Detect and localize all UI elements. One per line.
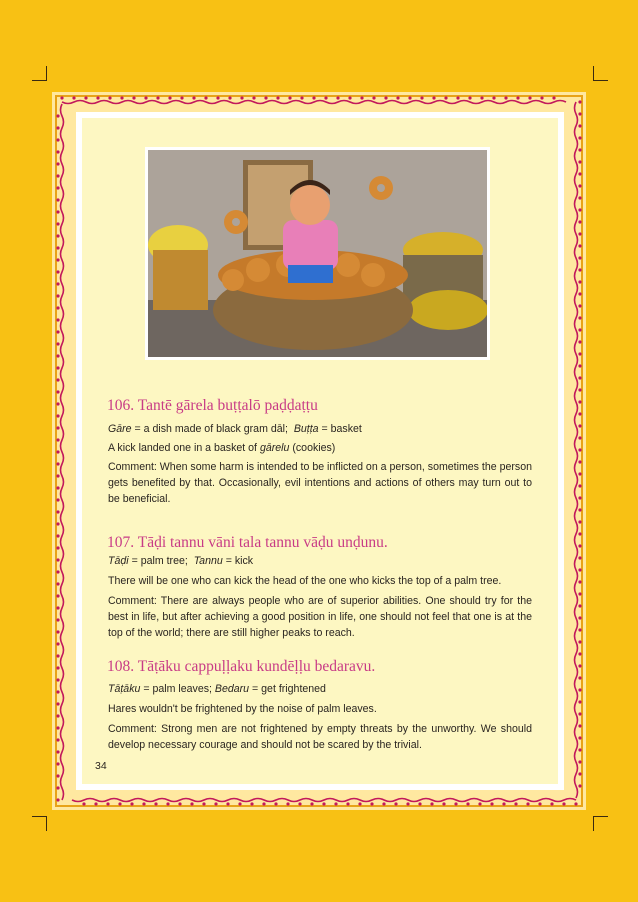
border-dot (578, 172, 581, 175)
border-dot (132, 96, 135, 99)
border-dot (578, 352, 581, 355)
border-dot (578, 460, 581, 463)
border-dot (56, 486, 59, 489)
proverb-106-gloss (108, 423, 362, 435)
border-dot (478, 802, 481, 805)
border-dot (526, 802, 529, 805)
border-dot (56, 366, 59, 369)
border-dot (578, 148, 581, 151)
border-dot (300, 96, 303, 99)
border-dot (56, 186, 59, 189)
border-dot (56, 606, 59, 609)
border-dot (56, 558, 59, 561)
border-dot (56, 510, 59, 513)
border-dot (578, 628, 581, 631)
border-dot (406, 802, 409, 805)
proverb-107-title: 107. Tāḍi tannu vāni tala tannu vāḍu unḍunu. (107, 534, 388, 551)
border-dot (56, 654, 59, 657)
border-dot (56, 690, 59, 693)
border-dot (578, 736, 581, 739)
border-dot (578, 136, 581, 139)
border-dot (418, 802, 421, 805)
border-dot (118, 802, 121, 805)
border-dot (578, 208, 581, 211)
border-dot (578, 508, 581, 511)
border-dot (56, 618, 59, 621)
border-dot (96, 96, 99, 99)
border-dot (154, 802, 157, 805)
border-dot (56, 738, 59, 741)
border-dot (120, 96, 123, 99)
gloss-def: = a dish made of black gram dāl; (134, 423, 288, 435)
border-dot (56, 378, 59, 381)
border-dot (578, 664, 581, 667)
border-dot (56, 222, 59, 225)
border-dot (504, 96, 507, 99)
meaning-prefix: A kick landed one in a basket of (108, 442, 260, 454)
border-dot (578, 700, 581, 703)
border-dot (578, 676, 581, 679)
border-dot (578, 568, 581, 571)
border-dot (56, 666, 59, 669)
border-dot (72, 96, 75, 99)
border-dot (56, 270, 59, 273)
crop-mark-top-left (32, 66, 47, 81)
border-dot (578, 112, 581, 115)
border-dot (56, 522, 59, 525)
border-dot (238, 802, 241, 805)
border-dot (578, 772, 581, 775)
border-dot (578, 244, 581, 247)
border-dot (490, 802, 493, 805)
border-dot (578, 376, 581, 379)
border-dot (56, 786, 59, 789)
border-dot (192, 96, 195, 99)
border-dot (274, 802, 277, 805)
border-dot (578, 484, 581, 487)
border-dot (56, 582, 59, 585)
border-dot (56, 174, 59, 177)
proverb-106-title: 106. Tantē gārela buṭṭalō paḍḍaṭṭu (107, 397, 318, 414)
border-dot (468, 96, 471, 99)
border-dot (432, 96, 435, 99)
border-dot (312, 96, 315, 99)
border-dot (578, 592, 581, 595)
border-dot (578, 328, 581, 331)
border-dot (456, 96, 459, 99)
border-dot (106, 802, 109, 805)
gloss-term: Tāḍi (108, 555, 129, 567)
border-dot (578, 184, 581, 187)
border-dot (240, 96, 243, 99)
border-dot (578, 520, 581, 523)
border-dot (336, 96, 339, 99)
border-dot (56, 114, 59, 117)
border-dot (578, 616, 581, 619)
border-dot (578, 472, 581, 475)
border-dot (56, 438, 59, 441)
border-dot (190, 802, 193, 805)
border-dot (578, 316, 581, 319)
border-dot (492, 96, 495, 99)
proverb-108-title: 108. Tāṭāku cappuḷḷaku kundēḷḷu bedaravu. (107, 658, 376, 675)
border-dot (142, 802, 145, 805)
border-dot (216, 96, 219, 99)
gloss-def: = palm tree; (131, 555, 188, 567)
gloss-term: Tannu (193, 555, 223, 567)
border-dot (578, 292, 581, 295)
border-dot (324, 96, 327, 99)
border-dot (56, 678, 59, 681)
meaning-suffix: (cookies) (289, 442, 336, 454)
border-dot (574, 802, 577, 805)
border-dot (370, 802, 373, 805)
meaning-term: gārelu (259, 442, 290, 454)
border-dot (420, 96, 423, 99)
proverb-106-meaning (108, 442, 335, 454)
border-dot (578, 436, 581, 439)
crop-mark-bottom-left (32, 816, 47, 831)
gloss-def: = get frightened (252, 683, 326, 695)
border-dot (408, 96, 411, 99)
border-dot (82, 802, 85, 805)
border-dot (60, 96, 63, 99)
border-dot (84, 96, 87, 99)
border-dot (108, 96, 111, 99)
border-dot (56, 150, 59, 153)
border-dot (322, 802, 325, 805)
border-dot (56, 774, 59, 777)
border-dot (454, 802, 457, 805)
gloss-def: = palm leaves; (143, 683, 212, 695)
border-dot (578, 652, 581, 655)
gloss-term: Bedaru (214, 683, 250, 695)
proverb-107-comment: Comment: There are always people who are of superior abilities. One should try for the best in life, but after achieving a good position in life, one should not feel that one is at the top of the world; there are still higher peaks to reach. (108, 595, 532, 640)
border-dot (56, 750, 59, 753)
border-dot (578, 124, 581, 127)
proverb-108-gloss (108, 683, 326, 695)
border-dot (56, 462, 59, 465)
border-dot (264, 96, 267, 99)
border-dot (578, 412, 581, 415)
border-dot (56, 414, 59, 417)
border-dot (298, 802, 301, 805)
border-dot (130, 802, 133, 805)
border-dot (578, 424, 581, 427)
crop-mark-bottom-right (593, 816, 608, 831)
border-dot (466, 802, 469, 805)
border-dot (252, 96, 255, 99)
border-dot (56, 498, 59, 501)
gloss-term: Buṭṭa (293, 423, 319, 435)
border-dot (578, 712, 581, 715)
gloss-def: = basket (321, 423, 362, 435)
border-dot (56, 198, 59, 201)
border-dot (578, 724, 581, 727)
border-dot (578, 304, 581, 307)
border-dot (56, 726, 59, 729)
border-dot (578, 760, 581, 763)
border-dot (310, 802, 313, 805)
border-dot (578, 256, 581, 259)
border-dot (334, 802, 337, 805)
border-dot (56, 714, 59, 717)
border-dot (56, 630, 59, 633)
border-dot (346, 802, 349, 805)
border-dot (514, 802, 517, 805)
border-dot (262, 802, 265, 805)
border-dot (538, 802, 541, 805)
gloss-term: Tāṭāku (108, 683, 141, 695)
border-dot (250, 802, 253, 805)
proverb-107-meaning: There will be one who can kick the head of the one who kicks the top of a palm tree. (108, 575, 502, 587)
border-dot (56, 762, 59, 765)
border-dot (578, 100, 581, 103)
border-dot (228, 96, 231, 99)
border-dot (578, 532, 581, 535)
border-dot (202, 802, 205, 805)
border-dot (56, 210, 59, 213)
border-dot (56, 402, 59, 405)
border-dot (562, 802, 565, 805)
border-dot (56, 354, 59, 357)
proverb-108-meaning: Hares wouldn't be frightened by the noise of palm leaves. (108, 703, 377, 715)
border-dot (56, 594, 59, 597)
border-dot (516, 96, 519, 99)
border-dot (360, 96, 363, 99)
border-dot (56, 246, 59, 249)
border-dot (56, 642, 59, 645)
border-dot (156, 96, 159, 99)
proverb-107-gloss (108, 555, 253, 567)
border-dot (56, 798, 59, 801)
border-dot (56, 258, 59, 261)
border-dot (56, 474, 59, 477)
border-dot (480, 96, 483, 99)
border-dot (578, 364, 581, 367)
crop-mark-top-right (593, 66, 608, 81)
border-dot (226, 802, 229, 805)
border-dot (540, 96, 543, 99)
border-dot (578, 640, 581, 643)
border-dot (430, 802, 433, 805)
border-dot (578, 544, 581, 547)
border-dot (578, 496, 581, 499)
border-dot (578, 280, 581, 283)
border-dot (288, 96, 291, 99)
border-dot (94, 802, 97, 805)
border-dot (444, 96, 447, 99)
border-dot (56, 534, 59, 537)
border-dot (56, 426, 59, 429)
border-dot (56, 390, 59, 393)
border-dot (214, 802, 217, 805)
gloss-def: = kick (225, 555, 254, 567)
border-dot (276, 96, 279, 99)
boy-in-basket-illustration (145, 147, 490, 360)
border-dot (56, 294, 59, 297)
border-dot (578, 196, 581, 199)
border-dot (382, 802, 385, 805)
border-dot (56, 450, 59, 453)
border-dot (56, 702, 59, 705)
border-dot (56, 138, 59, 141)
border-dot (578, 400, 581, 403)
border-dot (144, 96, 147, 99)
border-dot (550, 802, 553, 805)
border-dot (578, 580, 581, 583)
gloss-term: Gāre (108, 423, 132, 435)
border-dot (528, 96, 531, 99)
border-dot (166, 802, 169, 805)
border-dot (578, 556, 581, 559)
border-dot (578, 388, 581, 391)
border-dot (578, 448, 581, 451)
border-dot (578, 604, 581, 607)
proverb-106-comment: Comment: When some harm is intended to be inflicted on a person, sometimes the person gets benefited by that. Occasionally, evil intentions and actions of others may turn out to be beneficial. (108, 461, 532, 506)
border-dot (286, 802, 289, 805)
page-number: 34 (95, 760, 107, 772)
border-dot (358, 802, 361, 805)
border-dot (56, 318, 59, 321)
border-dot (578, 340, 581, 343)
border-dot (502, 802, 505, 805)
border-dot (56, 162, 59, 165)
border-dot (552, 96, 555, 99)
border-dot (178, 802, 181, 805)
border-dot (396, 96, 399, 99)
border-dot (578, 232, 581, 235)
border-dot (56, 570, 59, 573)
border-dot (578, 160, 581, 163)
border-dot (56, 546, 59, 549)
border-dot (180, 96, 183, 99)
border-dot (56, 342, 59, 345)
border-dot (578, 268, 581, 271)
border-dot (348, 96, 351, 99)
border-dot (168, 96, 171, 99)
proverb-108-comment: Comment: Strong men are not frightened by empty threats by the unworthy. We should develop necessary courage and should not be scared by the trivial. (108, 723, 532, 752)
border-dot (394, 802, 397, 805)
border-dot (384, 96, 387, 99)
border-dot (442, 802, 445, 805)
border-dot (56, 306, 59, 309)
border-dot (372, 96, 375, 99)
border-dot (578, 220, 581, 223)
border-dot (56, 282, 59, 285)
border-dot (56, 126, 59, 129)
border-dot (56, 330, 59, 333)
border-dot (578, 688, 581, 691)
border-dot (578, 784, 581, 787)
border-dot (56, 234, 59, 237)
border-dot (578, 748, 581, 751)
border-dot (204, 96, 207, 99)
